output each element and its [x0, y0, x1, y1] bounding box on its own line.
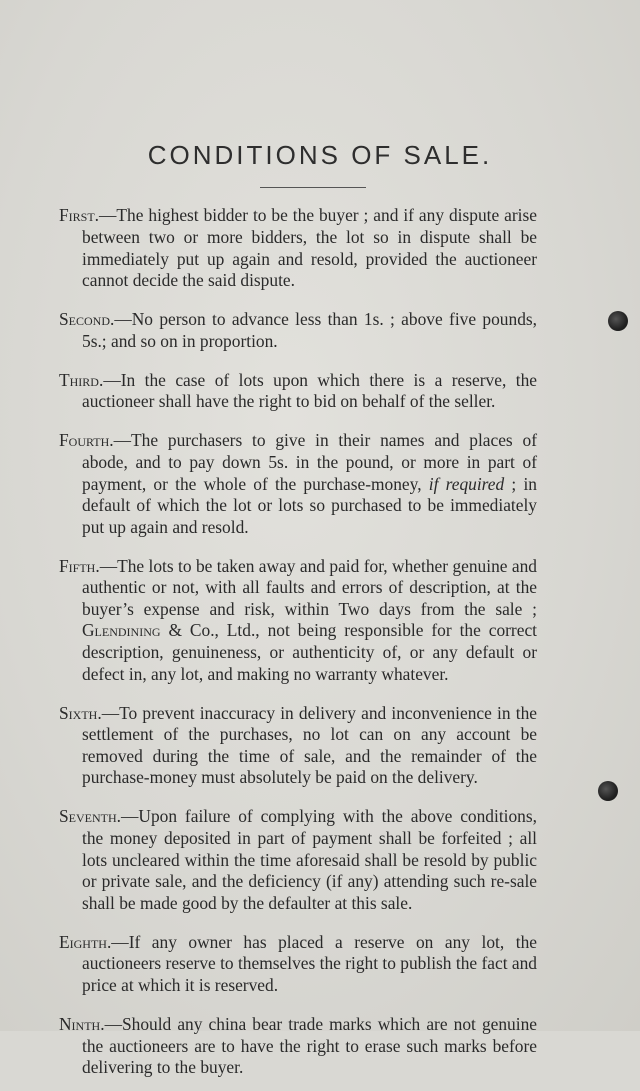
condition-text: —To prevent inaccuracy in delivery and inconvenience in the settlement of the purchases, no lot can on any account be removed during the time of sale, and the remainder of the purchase-money must absolutely be paid on the delivery.	[82, 702, 537, 788]
condition-ordinal: Second.	[59, 309, 115, 330]
condition-ordinal: Third.	[59, 369, 104, 390]
condition-ordinal: Fifth.	[59, 555, 100, 576]
condition-text: ; in default of which the lot or lots so purchased to be immediately put up again and resold.	[82, 473, 537, 537]
condition-ordinal: First.	[59, 205, 100, 226]
condition-ordinal: Eighth.	[59, 931, 112, 952]
condition-text: —No person to advance less than 1s. ; above five pounds, 5s.; and so on in proportion.	[82, 309, 537, 351]
condition-fourth	[59, 430, 537, 538]
condition-ordinal: Fourth.	[59, 430, 114, 451]
condition-eighth	[59, 932, 537, 997]
conditions-list	[59, 188, 537, 1091]
condition-ninth	[59, 1014, 537, 1079]
condition-third	[59, 370, 537, 413]
condition-text: —If any owner has placed a reserve on any lot, the auctioneers reserve to themselves the right to publish the fact and price at which it is reserved.	[82, 931, 537, 995]
binding-hole-top	[608, 311, 628, 331]
condition-ordinal: Sixth.	[59, 702, 102, 723]
binding-hole-bottom	[598, 781, 618, 801]
condition-text: —The purchasers to give in their names and places of abode, and to pay down 5s. in the pound, or more in part of payment, or the whole of the purchase-money,	[82, 430, 537, 494]
page-title: CONDITIONS OF SALE.	[147, 140, 493, 170]
condition-fifth	[59, 556, 537, 686]
auctioneer-name: Glendining	[82, 620, 161, 641]
condition-text: —In the case of lots upon which there is a reserve, the auctioneer shall have the right to bid on behalf of the seller.	[82, 369, 537, 412]
condition-text: —The highest bidder to be the buyer ; and if any dispute arise between two or more bidders, the lot so in dispute shall be immediately put up again and resold, provided the auctioneer cannot decide the said dispute.	[82, 205, 537, 291]
condition-first	[59, 205, 537, 291]
condition-sixth	[59, 703, 537, 789]
condition-ordinal: Seventh.	[59, 806, 122, 827]
condition-italic-text: if required	[428, 473, 505, 494]
condition-second	[59, 309, 537, 352]
condition-ordinal: Ninth.	[59, 1013, 105, 1034]
condition-text: —The lots to be taken away and paid for, whether genuine and authentic or not, with all faults and errors of description, at the buyer’s expense and risk, within Two days from the sale ;	[82, 555, 537, 619]
condition-text: & Co., Ltd., not being responsible for the correct description, genuineness, or authenticity of, or any default or defect in, any lot, and making no warranty whatever.	[82, 620, 537, 684]
condition-text: —Upon failure of complying with the above conditions, the money deposited in part of payment shall be forfeited ; all lots uncleared within the time aforesaid shall be resold by public or private sale, and the deficiency (if any) attending such re-sale shall be made good by the defaulter at this sale.	[82, 806, 537, 913]
condition-text: —Should any china bear trade marks which are not genuine the auctioneers are to have the right to erase such marks before delivering to the buyer.	[82, 1013, 537, 1078]
condition-seventh	[59, 806, 537, 914]
